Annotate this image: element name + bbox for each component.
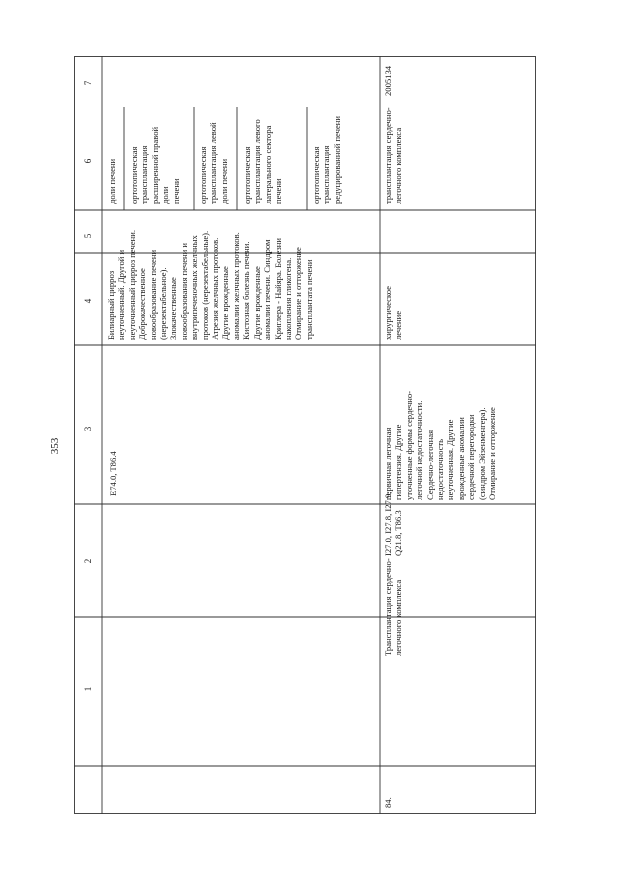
cont-method-item-3: ортотопическая трансплантация левой доли печени [198,122,229,204]
cont-method-item-5: ортотопическая трансплантация редуцированной печени [311,116,342,204]
row84-name: Трансплантация сердечно- легочного комплекса [383,558,404,656]
data-table [74,56,536,814]
row84-number: 84. [383,797,393,808]
header-col1: 1 [83,686,93,692]
row84-diagnosis-codes: I27.0, I27.8, I27.9, Q21.8, T86.3 [383,491,404,556]
row84-treatment-type: хирургическое лечение [383,286,404,340]
cont-method-item-2: ортотопическая трансплантация расширенной правой доли печени [129,126,181,204]
row84-cost: 2005134 [383,65,393,96]
cont-method-item-4: ортотопическая трансплантация левого латерального сектора печени [242,119,284,204]
header-col6: 6 [83,158,93,164]
row84-diagnoses: первичная легочная гипертензия. Другие уточненные формы сердечно- легочной недостаточности. Сердечно-легочная недостаточность неуточненная. Другие врожденные аномалии сердечной перегородки (синдром Эйзенменгера). Отмирание и отторжение [383,390,498,500]
header-col5: 5 [83,233,93,239]
cont-diagnosis-codes: E74.0, T86.4 [108,451,118,496]
header-col7: 7 [83,80,93,86]
cont-method-item-1: доли печени [107,158,117,204]
header-col3: 3 [83,426,93,432]
cont-diagnoses: Билиарный цирроз неуточненный. Другой и неуточненный цирроз печени. Доброкачественное новообразование печени (нерезектабельное). Злокачественные новообразования печени и внутрипеченочных желчных протоков (нерезектабельные). Атрезия желчных протоков. Другие врожденные аномалии желчных протоков. Кистозная болезнь печени. Другие врожденные аномалии печени. Синдром Криглера - Найяра. Болезни накопления гликогена. Отмирание и отторжение трансплантата печени [106,230,314,340]
page-number: 353 [49,437,61,455]
header-col4: 4 [83,298,93,304]
header-col2: 2 [83,558,93,564]
row84-method: трансплантация сердечно- легочного комплекса [383,107,404,204]
